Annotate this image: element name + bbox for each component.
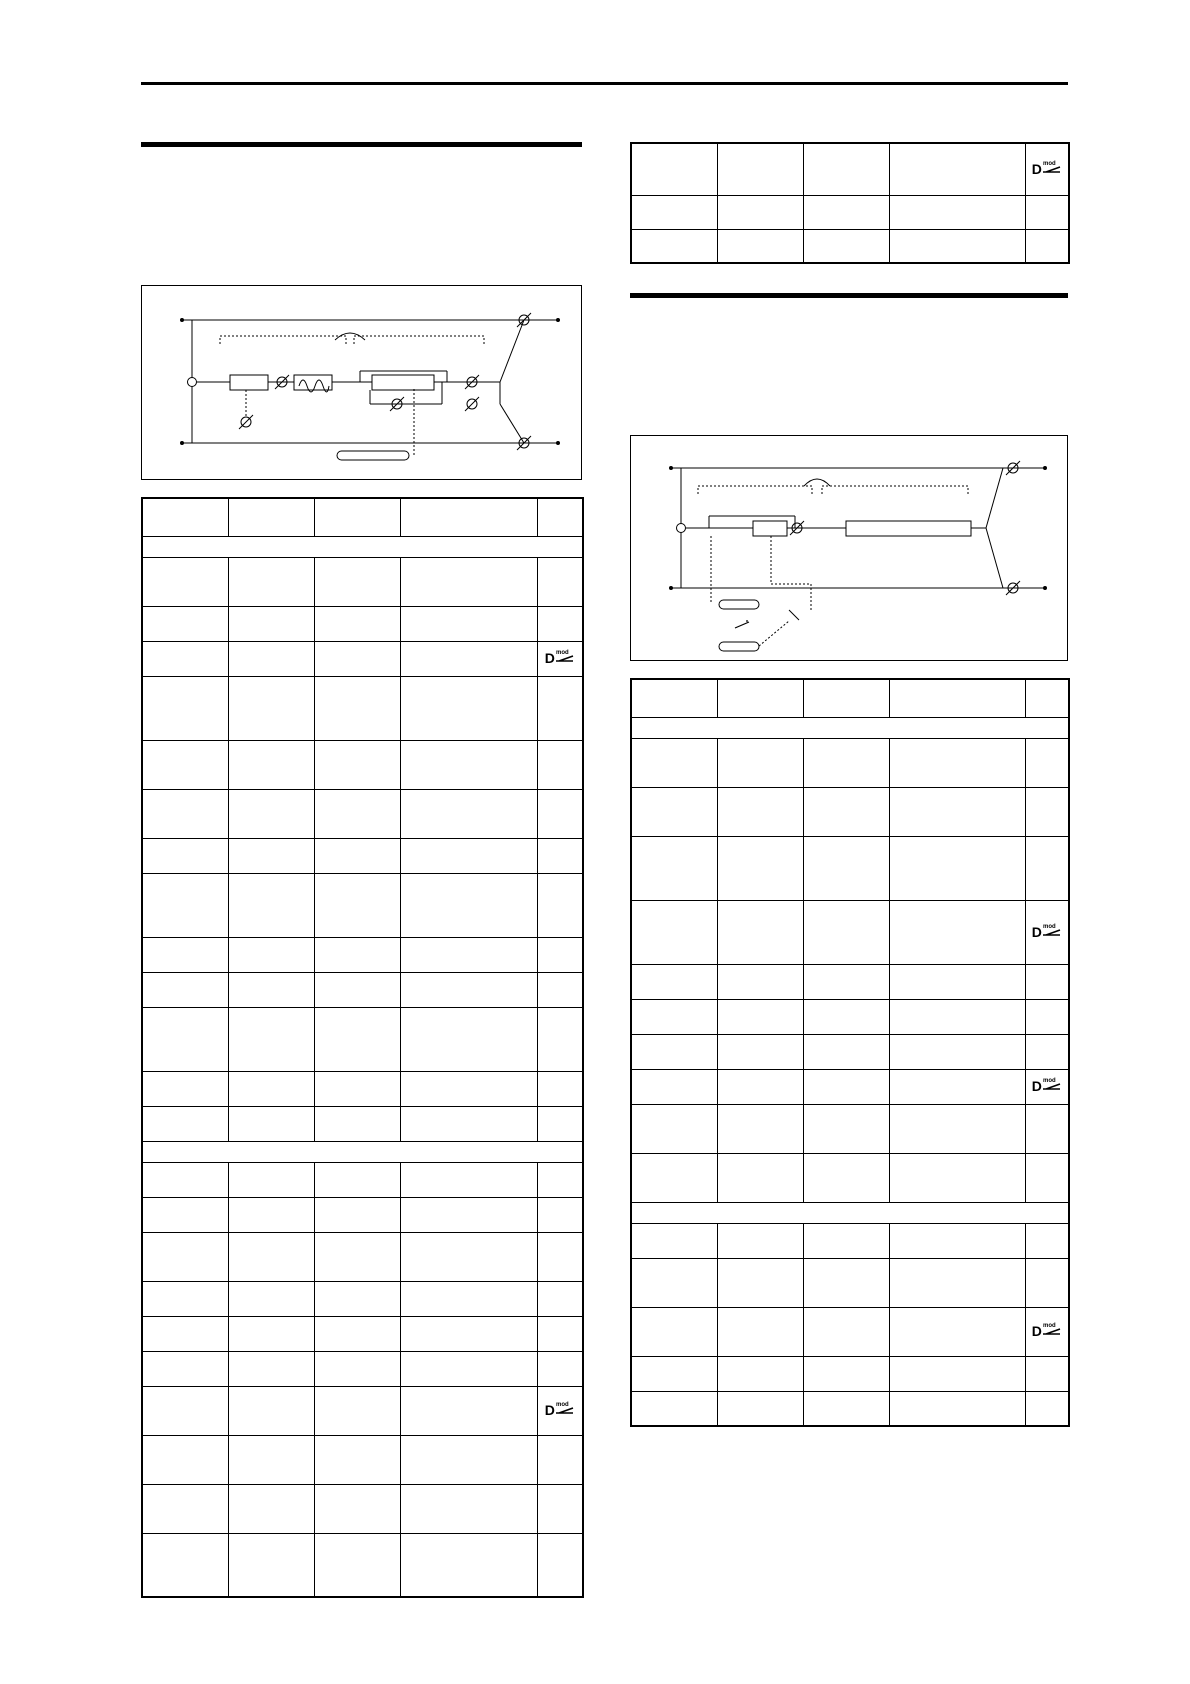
d-mod-icon: D mod — [1030, 159, 1064, 177]
page-header-rule — [141, 82, 1068, 85]
left-section-rule — [141, 142, 582, 147]
svg-text:mod: mod — [1042, 923, 1056, 930]
d-mod-icon: D mod — [1030, 1076, 1064, 1094]
right-section-rule — [630, 293, 1068, 298]
right-block-diagram — [630, 435, 1068, 661]
top-right-parameter-table — [630, 142, 1070, 264]
d-mod-icon: D mod — [543, 1400, 577, 1418]
svg-text:mod: mod — [1042, 1078, 1056, 1084]
right-parameter-table — [630, 678, 1070, 1427]
d-mod-icon: D mod — [543, 648, 577, 666]
d-mod-icon: D mod — [1030, 1321, 1064, 1339]
svg-text:mod: mod — [1042, 160, 1056, 167]
svg-text:mod: mod — [555, 650, 569, 656]
left-parameter-table — [141, 497, 584, 1598]
svg-text:mod: mod — [555, 1402, 569, 1408]
svg-text:mod: mod — [1042, 1323, 1056, 1329]
d-mod-icon: D mod — [1030, 922, 1064, 940]
left-block-diagram — [141, 285, 582, 480]
